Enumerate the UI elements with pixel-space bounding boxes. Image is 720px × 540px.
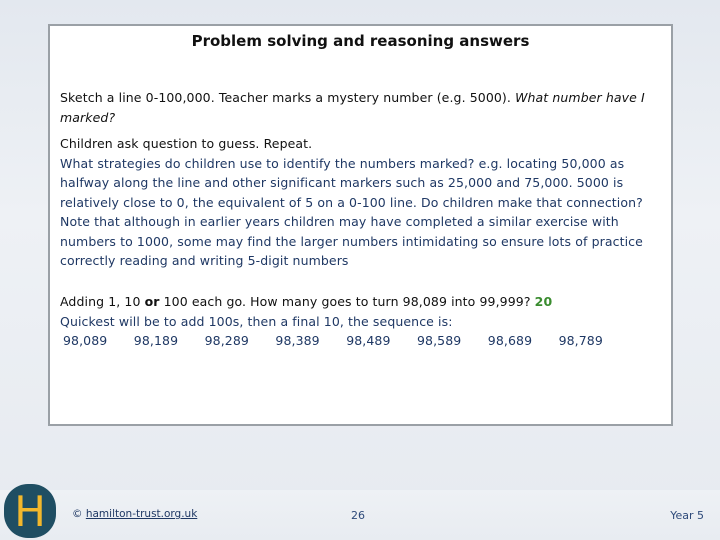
strategy-explanation: What strategies do children use to identify the numbers marked? e.g. locating 50,000 as halfway along the line and other significant markers such as 25,000 and 75,000. 5000 is relatively close to 0, the equivalent of 5 on a 0-100 line. Do children make that connection? Note that although in earlier years children may have completed a similar exercise with numbers to 1000, some may find the larger numbers intimidating so ensure lots of practice correctly reading and writing 5-digit numbers <box>60 155 643 268</box>
copyright-icon: © <box>72 508 83 520</box>
answer-value: 20 <box>534 294 553 309</box>
page-title: Problem solving and reasoning answers <box>191 32 530 50</box>
copyright-link[interactable]: hamilton-trust.org.uk <box>85 508 198 520</box>
sequence-item: 98,789 <box>558 333 603 348</box>
adding-problem <box>60 292 665 351</box>
sequence-item: 98,689 <box>487 333 533 348</box>
sequence-item: 98,589 <box>416 333 462 348</box>
sequence-item: 98,089 <box>63 333 108 348</box>
page-number: 26 <box>351 509 365 522</box>
content-panel <box>48 24 673 426</box>
or-word: or <box>144 294 160 309</box>
hamilton-logo <box>4 484 56 538</box>
mystery-number-task <box>60 88 665 127</box>
copyright <box>72 508 197 520</box>
sequence-item: 98,289 <box>204 333 249 348</box>
strategy-notes <box>60 134 665 271</box>
sequence-item: 98,489 <box>346 333 391 348</box>
sequence-item: 98,389 <box>275 333 320 348</box>
sequence-item: 98,189 <box>133 333 179 348</box>
task-text: Sketch a line 0-100,000. Teacher marks a mystery number (e.g. 5000). <box>60 90 516 105</box>
task-question: What number have I marked? <box>60 90 645 125</box>
logo-letter: H <box>14 486 46 536</box>
sequence-intro: Quickest will be to add 100s, then a final 10, the sequence is: <box>60 313 453 329</box>
adding-question: Adding 1, 10 or 100 each go. How many goes to turn 98,089 into 99,999? 20 <box>60 294 553 309</box>
year-label: Year 5 <box>670 509 704 522</box>
number-sequence <box>63 331 603 351</box>
guess-instruction: Children ask question to guess. Repeat. <box>60 136 313 151</box>
